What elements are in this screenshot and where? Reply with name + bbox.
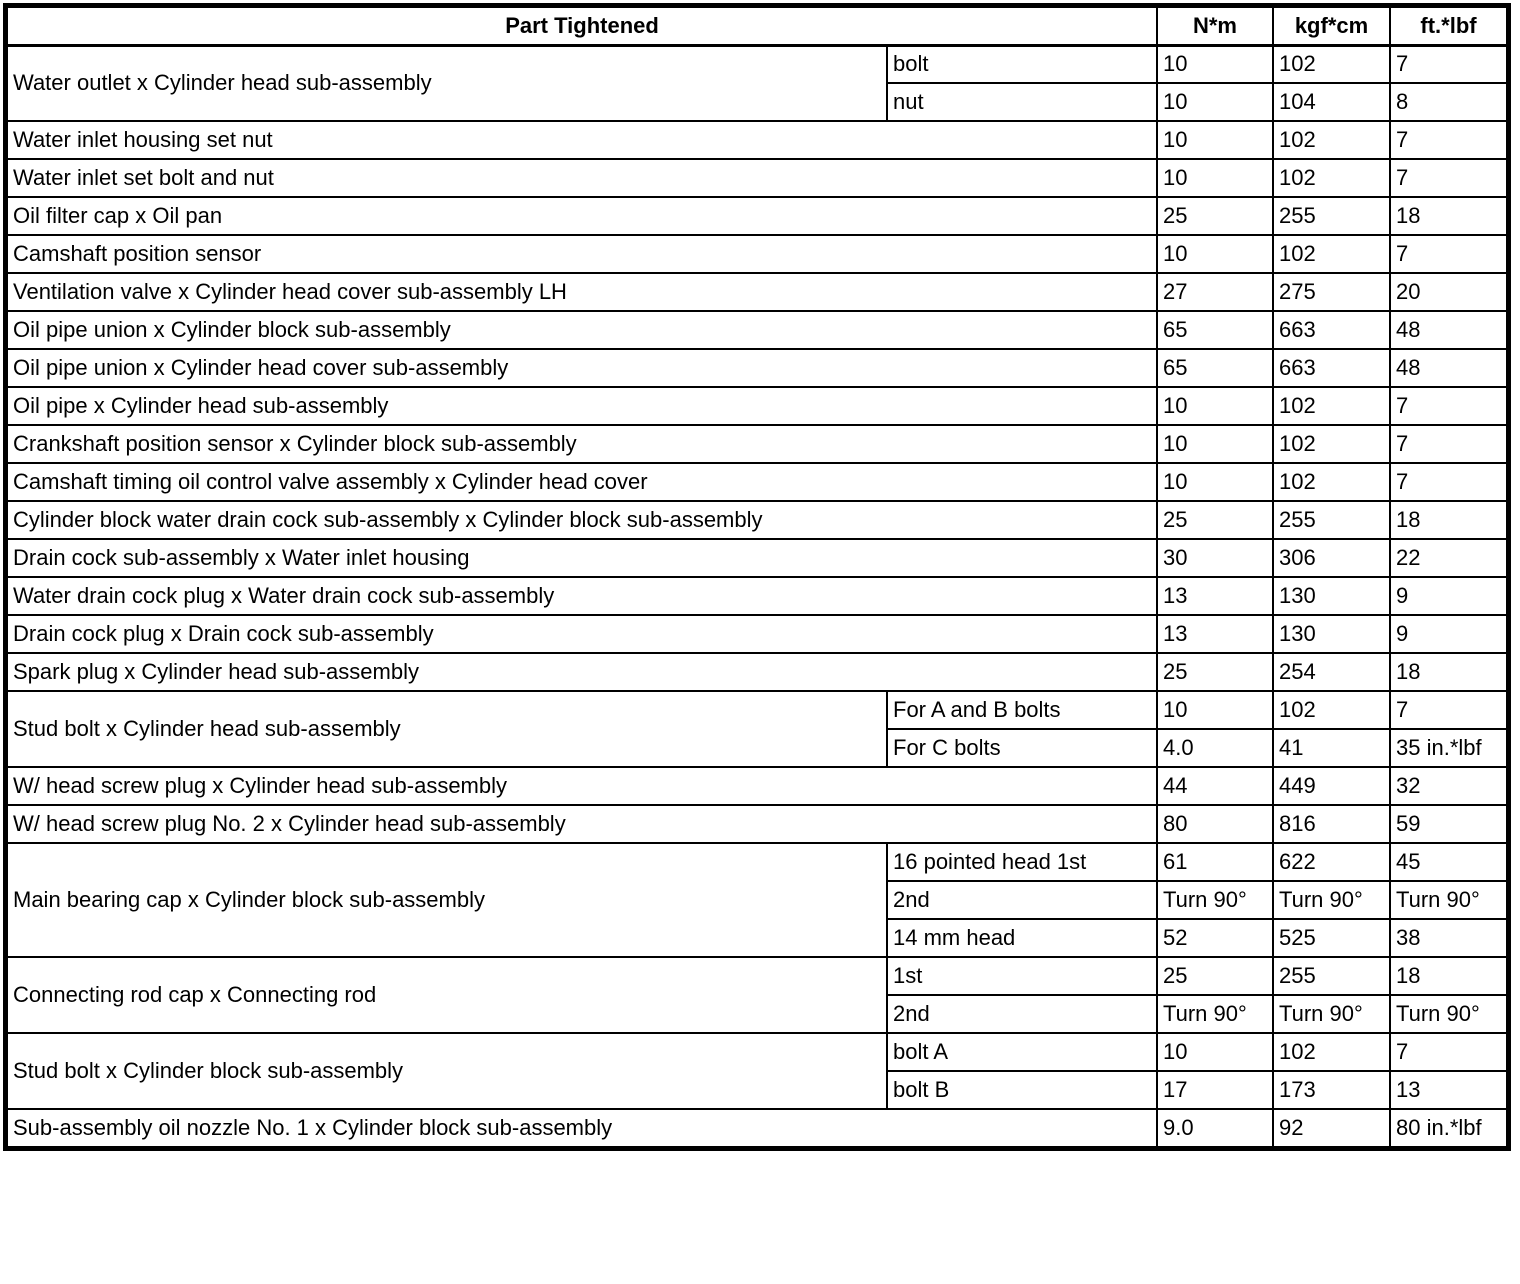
table-row [7,843,1507,881]
table-row [7,197,1507,235]
ftlbf-cell: 7 [1390,159,1507,197]
nm-cell: 80 [1157,805,1273,843]
ftlbf-cell: 9 [1390,615,1507,653]
header-kgfcm: kgf*cm [1273,7,1390,45]
table-body [7,45,1507,1147]
part-cell: Ventilation valve x Cylinder head cover sub-assembly LH [7,273,1157,311]
table-row [7,121,1507,159]
sub-part-cell: For C bolts [887,729,1157,767]
ftlbf-cell: 7 [1390,387,1507,425]
ftlbf-cell: 80 in.*lbf [1390,1109,1507,1147]
ftlbf-cell: 18 [1390,197,1507,235]
part-cell: Oil filter cap x Oil pan [7,197,1157,235]
ftlbf-cell: Turn 90° [1390,881,1507,919]
kgfcm-cell: 102 [1273,387,1390,425]
ftlbf-cell: 7 [1390,425,1507,463]
part-cell: Stud bolt x Cylinder block sub-assembly [7,1033,887,1109]
ftlbf-cell: 59 [1390,805,1507,843]
kgfcm-cell: Turn 90° [1273,995,1390,1033]
table-row [7,767,1507,805]
ftlbf-cell: 7 [1390,691,1507,729]
header-ftlbf: ft.*lbf [1390,7,1507,45]
kgfcm-cell: Turn 90° [1273,881,1390,919]
part-cell: Water drain cock plug x Water drain cock sub-assembly [7,577,1157,615]
table-row [7,615,1507,653]
nm-cell: 10 [1157,235,1273,273]
torque-spec-table [6,6,1508,1148]
ftlbf-cell: 7 [1390,235,1507,273]
kgfcm-cell: 255 [1273,197,1390,235]
table-row [7,273,1507,311]
table-row [7,501,1507,539]
sub-part-cell: bolt [887,45,1157,83]
sub-part-cell: 14 mm head [887,919,1157,957]
part-cell: Sub-assembly oil nozzle No. 1 x Cylinder block sub-assembly [7,1109,1157,1147]
nm-cell: 65 [1157,311,1273,349]
table-row [7,957,1507,995]
nm-cell: 9.0 [1157,1109,1273,1147]
nm-cell: 10 [1157,83,1273,121]
ftlbf-cell: 48 [1390,311,1507,349]
nm-cell: 25 [1157,501,1273,539]
nm-cell: 17 [1157,1071,1273,1109]
ftlbf-cell: 35 in.*lbf [1390,729,1507,767]
ftlbf-cell: 38 [1390,919,1507,957]
kgfcm-cell: 102 [1273,1033,1390,1071]
nm-cell: 44 [1157,767,1273,805]
nm-cell: 10 [1157,463,1273,501]
sub-part-cell: bolt B [887,1071,1157,1109]
nm-cell: Turn 90° [1157,995,1273,1033]
kgfcm-cell: 663 [1273,311,1390,349]
table-row [7,349,1507,387]
kgfcm-cell: 255 [1273,501,1390,539]
sub-part-cell: 16 pointed head 1st [887,843,1157,881]
ftlbf-cell: 18 [1390,653,1507,691]
nm-cell: 10 [1157,691,1273,729]
kgfcm-cell: 449 [1273,767,1390,805]
table-row [7,311,1507,349]
sub-part-cell: 2nd [887,881,1157,919]
kgfcm-cell: 130 [1273,577,1390,615]
sub-part-cell: bolt A [887,1033,1157,1071]
part-cell: Main bearing cap x Cylinder block sub-assembly [7,843,887,957]
part-cell: Camshaft position sensor [7,235,1157,273]
kgfcm-cell: 102 [1273,45,1390,83]
table-row [7,805,1507,843]
table-row [7,653,1507,691]
ftlbf-cell: 48 [1390,349,1507,387]
kgfcm-cell: 104 [1273,83,1390,121]
part-cell: Crankshaft position sensor x Cylinder block sub-assembly [7,425,1157,463]
part-cell: Spark plug x Cylinder head sub-assembly [7,653,1157,691]
table-row [7,463,1507,501]
sub-part-cell: 1st [887,957,1157,995]
kgfcm-cell: 102 [1273,691,1390,729]
header-row [7,7,1507,45]
ftlbf-cell: 18 [1390,501,1507,539]
table-row [7,387,1507,425]
nm-cell: 10 [1157,387,1273,425]
table-row [7,1033,1507,1071]
table-row [7,539,1507,577]
table-row [7,45,1507,83]
kgfcm-cell: 173 [1273,1071,1390,1109]
nm-cell: 10 [1157,1033,1273,1071]
kgfcm-cell: 525 [1273,919,1390,957]
ftlbf-cell: 32 [1390,767,1507,805]
nm-cell: 27 [1157,273,1273,311]
part-cell: Drain cock sub-assembly x Water inlet housing [7,539,1157,577]
kgfcm-cell: 102 [1273,463,1390,501]
kgfcm-cell: 663 [1273,349,1390,387]
kgfcm-cell: 622 [1273,843,1390,881]
part-cell: Oil pipe union x Cylinder head cover sub-assembly [7,349,1157,387]
ftlbf-cell: 45 [1390,843,1507,881]
ftlbf-cell: 7 [1390,45,1507,83]
nm-cell: Turn 90° [1157,881,1273,919]
part-cell: Water outlet x Cylinder head sub-assembly [7,45,887,121]
kgfcm-cell: 92 [1273,1109,1390,1147]
sub-part-cell: 2nd [887,995,1157,1033]
nm-cell: 25 [1157,957,1273,995]
kgfcm-cell: 254 [1273,653,1390,691]
part-cell: Stud bolt x Cylinder head sub-assembly [7,691,887,767]
kgfcm-cell: 306 [1273,539,1390,577]
kgfcm-cell: 130 [1273,615,1390,653]
nm-cell: 25 [1157,197,1273,235]
ftlbf-cell: 13 [1390,1071,1507,1109]
sub-part-cell: For A and B bolts [887,691,1157,729]
part-cell: W/ head screw plug x Cylinder head sub-assembly [7,767,1157,805]
nm-cell: 10 [1157,121,1273,159]
ftlbf-cell: 22 [1390,539,1507,577]
nm-cell: 52 [1157,919,1273,957]
nm-cell: 13 [1157,577,1273,615]
table-row [7,691,1507,729]
kgfcm-cell: 41 [1273,729,1390,767]
part-cell: Oil pipe x Cylinder head sub-assembly [7,387,1157,425]
nm-cell: 10 [1157,45,1273,83]
header-part-tightened: Part Tightened [7,7,1157,45]
kgfcm-cell: 255 [1273,957,1390,995]
part-cell: W/ head screw plug No. 2 x Cylinder head sub-assembly [7,805,1157,843]
table-row [7,1109,1507,1147]
ftlbf-cell: 7 [1390,463,1507,501]
part-cell: Drain cock plug x Drain cock sub-assembly [7,615,1157,653]
sub-part-cell: nut [887,83,1157,121]
kgfcm-cell: 102 [1273,159,1390,197]
part-cell: Oil pipe union x Cylinder block sub-assembly [7,311,1157,349]
ftlbf-cell: Turn 90° [1390,995,1507,1033]
ftlbf-cell: 20 [1390,273,1507,311]
table-row [7,425,1507,463]
ftlbf-cell: 7 [1390,121,1507,159]
kgfcm-cell: 102 [1273,425,1390,463]
nm-cell: 13 [1157,615,1273,653]
nm-cell: 65 [1157,349,1273,387]
table-row [7,159,1507,197]
nm-cell: 10 [1157,425,1273,463]
nm-cell: 4.0 [1157,729,1273,767]
nm-cell: 30 [1157,539,1273,577]
table-row [7,577,1507,615]
part-cell: Cylinder block water drain cock sub-assembly x Cylinder block sub-assembly [7,501,1157,539]
kgfcm-cell: 102 [1273,121,1390,159]
nm-cell: 10 [1157,159,1273,197]
header-nm: N*m [1157,7,1273,45]
part-cell: Connecting rod cap x Connecting rod [7,957,887,1033]
ftlbf-cell: 9 [1390,577,1507,615]
part-cell: Water inlet housing set nut [7,121,1157,159]
part-cell: Camshaft timing oil control valve assembly x Cylinder head cover [7,463,1157,501]
ftlbf-cell: 18 [1390,957,1507,995]
kgfcm-cell: 102 [1273,235,1390,273]
ftlbf-cell: 8 [1390,83,1507,121]
kgfcm-cell: 816 [1273,805,1390,843]
table-row [7,235,1507,273]
nm-cell: 61 [1157,843,1273,881]
ftlbf-cell: 7 [1390,1033,1507,1071]
part-cell: Water inlet set bolt and nut [7,159,1157,197]
kgfcm-cell: 275 [1273,273,1390,311]
nm-cell: 25 [1157,653,1273,691]
